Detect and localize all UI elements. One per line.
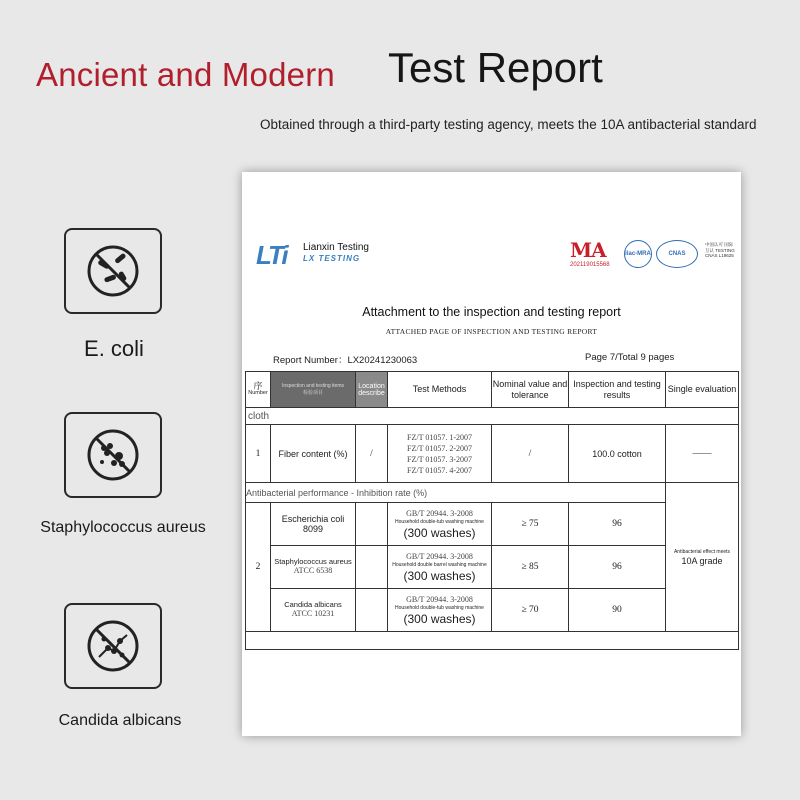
- header-methods: Test Methods: [388, 372, 492, 408]
- table-row: [246, 589, 739, 632]
- cma-mark: MA: [570, 238, 606, 262]
- header-results: Inspection and testing results: [569, 372, 666, 408]
- ecoli-card: [64, 228, 162, 314]
- row-result: 96: [569, 546, 666, 589]
- table-header-row: [246, 372, 739, 408]
- row-method: GB/T 20944. 3-2008 Household double-tub washing machine (300 washes): [388, 503, 492, 546]
- table-row: [246, 503, 739, 546]
- row-result: 100.0 cotton: [569, 425, 666, 483]
- candida-icon: [84, 617, 142, 675]
- staphylococcus-label: Staphylococcus aureus: [40, 519, 206, 536]
- row-method: GB/T 20944. 3-2008 Household double-tub washing machine (300 washes): [388, 589, 492, 632]
- cert-text: 中国认可 国际互认 TESTING CNAS L19625: [705, 242, 735, 258]
- row-result: 96: [569, 503, 666, 546]
- page-info: Page 7/Total 9 pages: [585, 352, 675, 363]
- brand-title: Ancient and Modern: [36, 56, 335, 93]
- header-item: Inspection and testing items 检验项目: [271, 372, 356, 408]
- cnas-seal: CNAS: [656, 240, 698, 268]
- section-antibacterial: Antibacterial performance - Inhibition rate (%): [246, 483, 666, 503]
- cma-number: 202119015568: [570, 262, 610, 268]
- section-row-cloth: [246, 408, 739, 425]
- group-number: 2: [246, 503, 271, 632]
- table-row: [246, 425, 739, 483]
- row-nominal: ≥ 75: [492, 503, 569, 546]
- row-location: [356, 503, 388, 546]
- report-number: Report Number：LX20241230063: [273, 355, 418, 366]
- ilac-seal: ilac-MRA: [624, 240, 652, 268]
- lab-logo: LTi: [256, 240, 287, 270]
- document-heading: Attachment to the inspection and testing report: [362, 305, 621, 319]
- certification-marks: [570, 238, 735, 270]
- section-cloth: cloth: [246, 408, 739, 425]
- row-number: 1: [246, 425, 271, 483]
- row-item: Fiber content (%): [271, 425, 356, 483]
- header-evaluation: Single evaluation: [666, 372, 739, 408]
- group-evaluation: Antibacterial effect meets 10A grade: [666, 483, 739, 632]
- row-item: Staphylococcus aureus ATCC 6538: [271, 546, 356, 589]
- row-location: /: [356, 425, 388, 483]
- row-methods: FZ/T 01057. 1-2007 FZ/T 01057. 2-2007 FZ/T 01057. 3-2007 FZ/T 01057. 4-2007: [388, 425, 492, 483]
- ecoli-label: E. coli: [84, 336, 144, 361]
- row-item: Escherichia coli 8099: [271, 503, 356, 546]
- candida-label: Candida albicans: [58, 712, 182, 729]
- page-subtitle: Obtained through a third-party testing agency, meets the 10A antibacterial standard: [260, 117, 757, 132]
- row-item: Candida albicans ATCC 10231: [271, 589, 356, 632]
- row-nominal: ≥ 70: [492, 589, 569, 632]
- row-nominal: ≥ 85: [492, 546, 569, 589]
- row-result: 90: [569, 589, 666, 632]
- table-row: [246, 546, 739, 589]
- table-footer: [246, 632, 739, 650]
- row-location: [356, 546, 388, 589]
- header-location: Location describe: [356, 372, 388, 408]
- header-nominal: Nominal value and tolerance: [492, 372, 569, 408]
- report-table: [245, 371, 739, 650]
- table-footer-row: [246, 632, 739, 650]
- ecoli-icon: [84, 242, 142, 300]
- row-nominal: /: [492, 425, 569, 483]
- row-method: GB/T 20944. 3-2008 Household double barrel washing machine (300 washes): [388, 546, 492, 589]
- row-evaluation: ——: [666, 425, 739, 483]
- row-location: [356, 589, 388, 632]
- header-number: 序 Number: [246, 372, 271, 408]
- document-heading-en: ATTACHED PAGE OF INSPECTION AND TESTING REPORT: [385, 327, 598, 336]
- lab-name-en: LX TESTING: [303, 254, 361, 263]
- test-report-document: [242, 172, 741, 736]
- page-title: Test Report: [388, 44, 603, 91]
- staphylococcus-card: [64, 412, 162, 498]
- section-row-antibacterial: [246, 483, 739, 503]
- lab-name: Lianxin Testing: [303, 242, 369, 253]
- staphylococcus-icon: [84, 426, 142, 484]
- candida-card: [64, 603, 162, 689]
